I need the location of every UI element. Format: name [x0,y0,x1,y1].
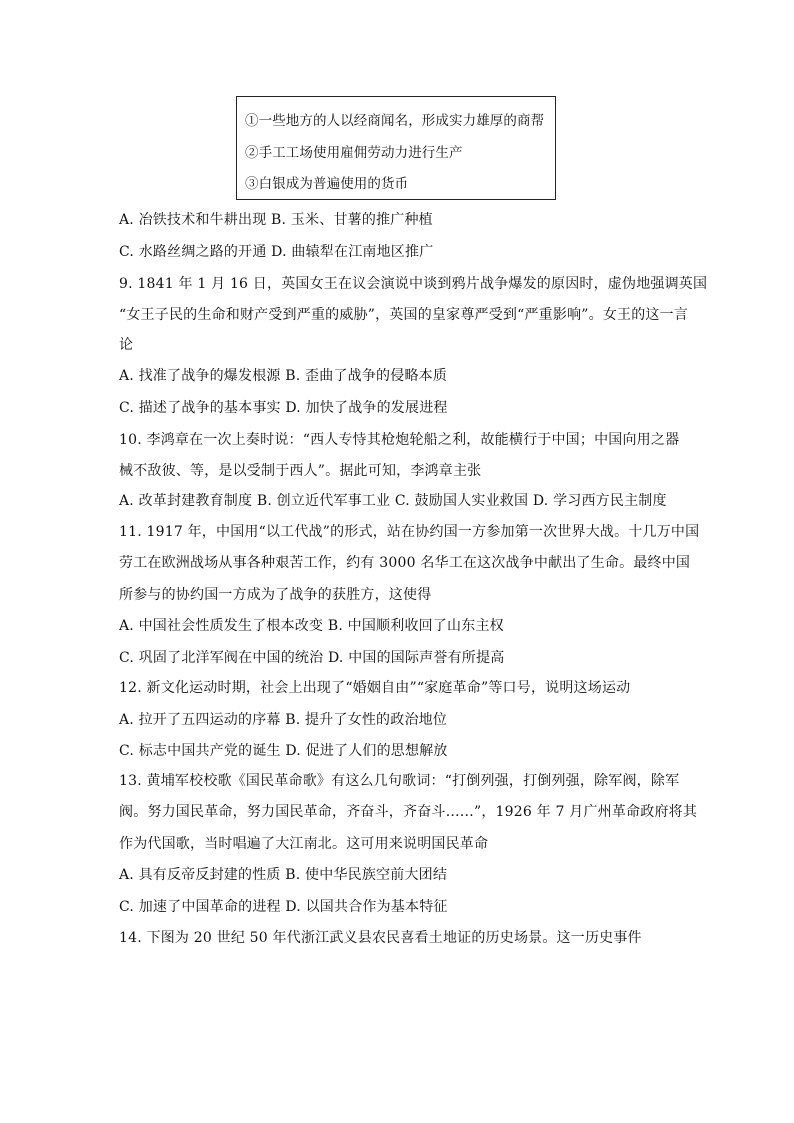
q9-stem-line: 9. 1841 年 1 月 16 日，英国女王在议会演说中谈到鸦片战争爆发的原因时，虚伪地强调英国 [119,276,708,292]
q13-stem-line: 作为代国歌，当时唱遍了大江南北。这可用来说明国民革命 [119,836,489,852]
q8-option-line: C. 水路丝绸之路的开通 D. 曲辕犁在江南地区推广 [119,244,434,260]
box-item: ②手工工场使用雇佣劳动力进行生产 [245,145,463,161]
q13-stem-line: 阀。努力国民革命，努力国民革命，齐奋斗，齐奋斗……”，1926 年 7 月广州革命政府将其 [119,804,698,820]
q11-stem-line: 所参与的协约国一方成为了战争的获胜方，这使得 [119,587,432,603]
box-item: ③白银成为普遍使用的货币 [245,176,409,192]
q9-stem-line: 论 [119,337,134,353]
q12-option-line: A. 拉开了五四运动的序幕 B. 提升了女性的政治地位 [119,712,448,728]
q11-option-line: A. 中国社会性质发生了根本改变 B. 中国顺利收回了山东主权 [119,618,504,634]
q12-option-line: C. 标志中国共产党的诞生 D. 促进了人们的思想解放 [119,743,448,759]
q11-stem-line: 11. 1917 年，中国用“以工代战”的形式，站在协约国一方参加第一次世界大战。十几万中国 [119,524,700,540]
q13-option-line: A. 具有反帝反封建的性质 B. 使中华民族空前大团结 [119,867,448,883]
q11-option-line: C. 巩固了北洋军阀在中国的统治 D. 中国的国际声誉有所提高 [119,650,505,666]
q9-option-line: C. 描述了战争的基本事实 D. 加快了战争的发展进程 [119,400,448,416]
q13-stem-line: 13. 黄埔军校校歌《国民革命歌》有这么几句歌词：“打倒列强，打倒列强，除军阀，除军 [119,773,680,789]
q12-stem-line: 12. 新文化运动时期，社会上出现了“婚姻自由”“家庭革命”等口号，说明这场运动 [119,680,631,696]
q13-option-line: C. 加速了中国革命的进程 D. 以国共合作为基本特征 [119,899,448,915]
q8-option-line: A. 冶铁技术和牛耕出现 B. 玉米、甘薯的推广种植 [119,212,433,228]
q11-stem-line: 劳工在欧洲战场从事各种艰苦工作，约有 3000 名华工在这次战争中献出了生命。最终中国 [119,555,691,571]
q10-stem-line: 械不敌彼、等，是以受制于西人”。据此可知，李鸿章主张 [119,463,482,479]
q9-option-line: A. 找准了战争的爆发根源 B. 歪曲了战争的侵略本质 [119,368,448,384]
q10-option-line: A. 改革封建教育制度 B. 创立近代军事工业 C. 鼓励国人实业救国 D. 学习西方民主制度 [119,493,667,509]
q14-stem-line: 14. 下图为 20 世纪 50 年代浙江武义县农民喜看土地证的历史场景。这一历史事件 [119,930,642,946]
q9-stem-line: “女王子民的生命和财产受到严重的威胁”，英国的皇家尊严受到“严重影响”。女王的这一言 [119,307,689,323]
q10-stem-line: 10. 李鸿章在一次上奏时说：“西人专恃其枪炮轮船之利，故能横行于中国；中国向用之器 [119,432,680,448]
material-box [236,96,556,200]
box-item: ①一些地方的人以经商闻名，形成实力雄厚的商帮 [245,113,545,129]
